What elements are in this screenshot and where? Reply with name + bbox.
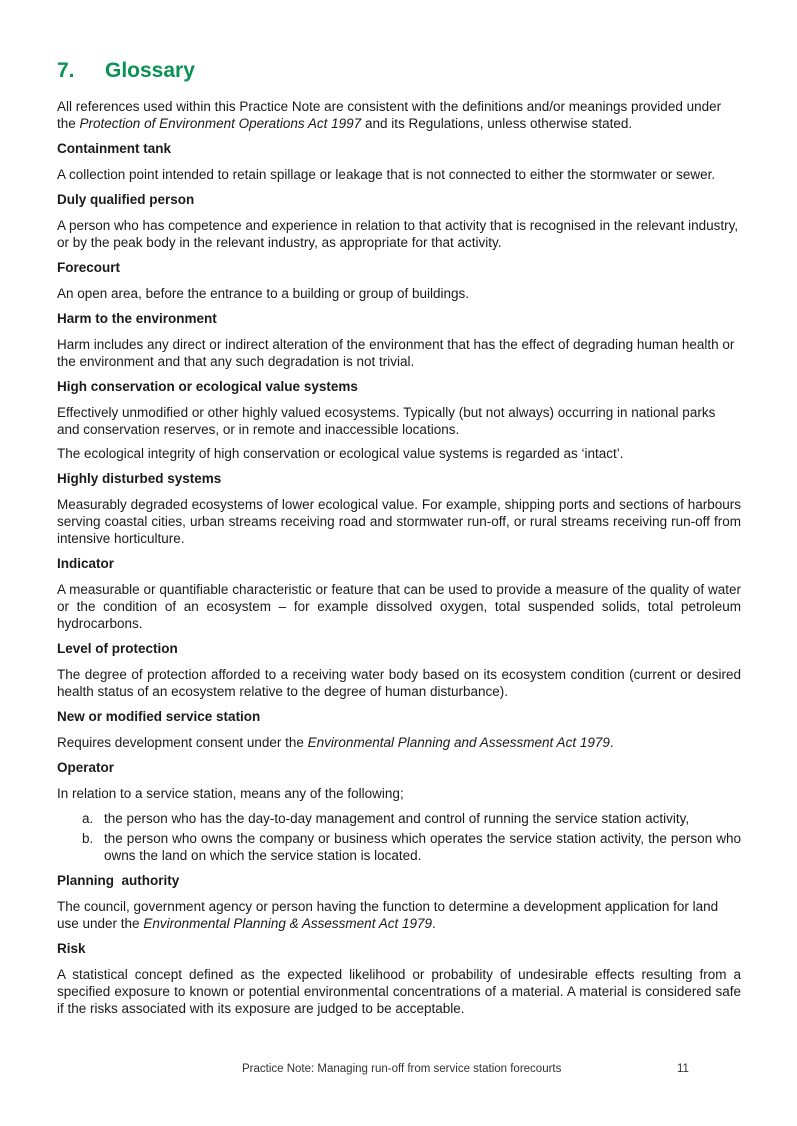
- term-indicator: Indicator: [57, 556, 115, 571]
- term-forecourt: Forecourt: [57, 260, 121, 275]
- term-risk: Risk: [57, 941, 86, 956]
- def-risk: A statistical concept defined as the expected likelihood or probability of undesirable effects resulting from a specified exposure to known or potential environmental concentrations of a material. A material is considered safe if the risks associated with its exposure are judged to be acceptable.: [57, 967, 741, 1016]
- list-marker: a.: [82, 811, 94, 826]
- def-new-or-modified-service-station: [57, 734, 741, 751]
- intro-act: Protection of Environment Operations Act 1997: [79, 116, 362, 131]
- def-indicator: A measurable or quantifiable characteristic or feature that can be used to provide a measure of the quality of water or the condition of an ecosystem – for example dissolved oxygen, total suspended solids, total petroleum hydrocarbons.: [57, 582, 741, 631]
- def-highly-disturbed-systems: Measurably degraded ecosystems of lower ecological value. For example, shipping ports and sections of harbours serving coastal cities, urban streams receiving road and stormwater run-off, or rural streams receiving run-off from intensive horticulture.: [57, 497, 741, 546]
- term-containment-tank: Containment tank: [57, 141, 172, 156]
- def-duly-qualified-person: A person who has competence and experience in relation to that activity that is recognised in the relevant industry, or by the peak body in the relevant industry, as appropriate for that activity.: [57, 218, 739, 250]
- term-harm-to-environment: Harm to the environment: [57, 311, 217, 326]
- def-level-of-protection: The degree of protection afforded to a receiving water body based on its ecosystem condition (current or desired health status of an ecosystem relative to the degree of human disturbance).: [57, 667, 741, 699]
- footer-title: Practice Note: Managing run-off from service station forecourts: [242, 1063, 562, 1075]
- list-item-text: the person who owns the company or business which operates the service station activity, the person who owns the land on which the service station is located.: [104, 831, 741, 863]
- def-text-post: .: [431, 916, 436, 931]
- def-high-conservation-note: The ecological integrity of high conservation or ecological value systems is regarded as ‘intact’.: [57, 446, 624, 461]
- def-text-pre: Requires development consent under the: [57, 735, 308, 750]
- def-forecourt: An open area, before the entrance to a building or group of buildings.: [57, 286, 470, 301]
- list-marker: b.: [82, 831, 94, 846]
- list-item: [57, 830, 741, 864]
- operator-list: [57, 810, 741, 864]
- def-high-conservation: Effectively unmodified or other highly valued ecosystems. Typically (but not always) occurring in national parks and conservation reserves, or in remote and inaccessible locations.: [57, 405, 716, 437]
- intro-text-pre: All references used within this Practice Note are consistent with the definitions and/or meanings provided under the: [57, 99, 722, 131]
- term-operator: Operator: [57, 760, 115, 775]
- page-number: 11: [677, 1063, 689, 1075]
- def-act: Environmental Planning and Assessment Act 1979: [307, 735, 610, 750]
- term-duly-qualified-person: Duly qualified person: [57, 192, 195, 207]
- section-number: 7.: [57, 59, 75, 82]
- term-level-of-protection: Level of protection: [57, 641, 178, 656]
- intro-text-post: and its Regulations, unless otherwise stated.: [361, 116, 633, 131]
- def-text-pre: The council, government agency or person having the function to determine a development application for land use under the: [57, 899, 719, 931]
- list-item-text: the person who has the day-to-day management and control of running the service station activity,: [104, 811, 690, 826]
- def-operator: In relation to a service station, means any of the following;: [57, 786, 404, 801]
- list-item: [57, 810, 741, 827]
- term-highly-disturbed-systems: Highly disturbed systems: [57, 471, 222, 486]
- def-act: Environmental Planning & Assessment Act 1979: [143, 916, 432, 931]
- def-harm-to-environment: Harm includes any direct or indirect alteration of the environment that has the effect of degrading human health or the environment and that any such degradation is not trivial.: [57, 337, 735, 369]
- def-text-post: .: [609, 735, 614, 750]
- def-containment-tank: A collection point intended to retain spillage or leakage that is not connected to either the stormwater or sewer.: [57, 167, 716, 182]
- section-title: Glossary: [105, 59, 195, 82]
- term-new-or-modified-service-station: New or modified service station: [57, 709, 261, 724]
- page-content: [57, 56, 741, 1025]
- term-high-conservation: High conservation or ecological value systems: [57, 379, 358, 394]
- intro-paragraph: [57, 98, 741, 132]
- term-planning-authority: Planning authority: [57, 873, 180, 888]
- def-planning-authority: [57, 898, 741, 932]
- section-heading: [57, 56, 741, 86]
